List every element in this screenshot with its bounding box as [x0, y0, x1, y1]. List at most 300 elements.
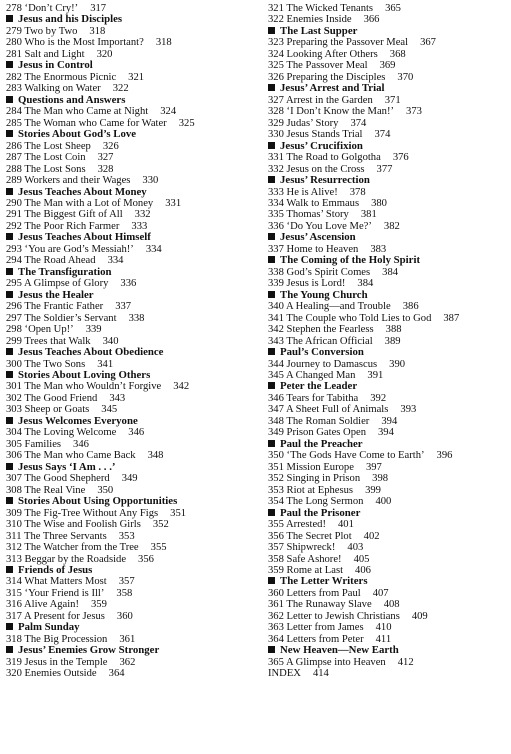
- entry-number: 312: [6, 542, 22, 554]
- entry-title: Journey to Damascus: [286, 358, 378, 370]
- entry-number: 328: [268, 106, 284, 118]
- entry-number: 346: [268, 392, 284, 404]
- contents-column-left: [6, 3, 254, 680]
- entry-page-number: 346: [128, 427, 145, 439]
- entry-title: Home to Heaven: [286, 243, 359, 255]
- entry-title: The Secret Plot: [286, 530, 352, 542]
- square-bullet-icon: [268, 440, 275, 447]
- entry-page-number: 387: [443, 312, 460, 324]
- contents-column-right: [268, 3, 508, 680]
- entry-page-number: 331: [165, 197, 182, 209]
- entry-page-number: 339: [85, 324, 102, 336]
- contents-entry: [268, 95, 508, 106]
- square-bullet-icon: [268, 84, 275, 91]
- entry-title: A Healing—and Trouble: [285, 301, 391, 313]
- entry-page-number: 324: [160, 106, 177, 118]
- entry-number: 332: [268, 163, 284, 175]
- entry-page-number: 361: [119, 633, 136, 645]
- contents-entry: [6, 141, 254, 152]
- entry-title: The Couple who Told Lies to God: [286, 312, 432, 324]
- section-heading-title: The Young Church: [280, 288, 368, 301]
- entry-number: 286: [6, 140, 22, 152]
- entry-number: 351: [268, 461, 284, 473]
- entry-page-number: 365: [385, 3, 401, 14]
- entry-title: Letters from Paul: [286, 587, 361, 599]
- entry-title: The Loving Welcome: [24, 427, 117, 439]
- entry-page-number: 411: [375, 633, 392, 645]
- entry-number: 305: [6, 438, 22, 450]
- contents-entry: [268, 152, 508, 163]
- entry-number: 291: [6, 209, 22, 221]
- entry-number: 324: [268, 48, 284, 60]
- contents-entry: [268, 313, 508, 324]
- section-heading: [6, 496, 254, 507]
- entry-number: 302: [6, 392, 22, 404]
- entry-title: Walk to Emmaus: [286, 197, 360, 209]
- entry-page-number: 366: [363, 14, 380, 26]
- entry-title: INDEX: [268, 668, 301, 680]
- section-heading-title: Stories About Loving Others: [18, 369, 151, 381]
- entry-number: 361: [268, 599, 284, 611]
- entry-number: 354: [268, 496, 284, 508]
- entry-number: 320: [6, 668, 22, 680]
- contents-entry: [6, 599, 254, 610]
- contents-entry: [268, 450, 508, 461]
- square-bullet-icon: [268, 176, 275, 183]
- contents-entry: [268, 588, 508, 599]
- entry-page-number: 370: [397, 71, 414, 83]
- entry-page-number: 383: [370, 243, 387, 255]
- entry-title: The Fig-Tree Without Any Figs: [24, 507, 159, 519]
- section-heading-title: Questions and Answers: [18, 93, 126, 106]
- entry-page-number: 326: [102, 140, 119, 152]
- entry-page-number: 346: [73, 438, 89, 450]
- entry-title: The Poor Rich Farmer: [24, 220, 120, 232]
- entry-number: 336: [268, 220, 284, 232]
- entry-page-number: 355: [150, 542, 167, 554]
- contents-entry: [6, 72, 254, 83]
- entry-title: The Two Sons: [24, 358, 86, 370]
- entry-number: 292: [6, 220, 22, 232]
- contents-entry: [6, 588, 254, 599]
- entry-number: 334: [268, 197, 284, 209]
- square-bullet-icon: [268, 27, 275, 34]
- entry-number: 319: [6, 656, 22, 668]
- entry-title: The Good Friend: [24, 392, 98, 404]
- entry-number: 362: [268, 610, 284, 622]
- section-heading: [6, 95, 254, 106]
- entry-number: 315: [6, 587, 22, 599]
- entry-number: 282: [6, 71, 22, 83]
- entry-page-number: 338: [128, 312, 145, 324]
- entry-page-number: 362: [119, 656, 136, 668]
- entry-page-number: 352: [152, 519, 169, 531]
- section-heading-title: Stories About God’s Love: [18, 128, 137, 141]
- square-bullet-icon: [6, 348, 13, 355]
- entry-page-number: 340: [102, 335, 119, 347]
- square-bullet-icon: [268, 233, 275, 240]
- entry-title: Jesus on the Cross: [286, 163, 365, 175]
- entry-page-number: 322: [112, 83, 129, 95]
- contents-entry: [268, 611, 508, 622]
- entry-number: 293: [6, 243, 22, 255]
- entry-number: 329: [268, 117, 284, 129]
- entry-number: 298: [6, 324, 22, 336]
- entry-title: Arrest in the Garden: [285, 94, 373, 106]
- entry-page-number: 394: [378, 427, 394, 439]
- entry-page-number: 376: [392, 152, 409, 164]
- section-heading: [6, 645, 254, 656]
- entry-page-number: 378: [349, 186, 366, 198]
- entry-number: 344: [268, 358, 284, 370]
- section-heading: [268, 26, 508, 37]
- entry-number: 280: [6, 37, 22, 49]
- entry-number: 355: [268, 519, 284, 531]
- entry-page-number: 351: [170, 507, 187, 519]
- contents-entry: [268, 106, 508, 117]
- contents-entry: [268, 198, 508, 209]
- entry-number: 337: [268, 243, 284, 255]
- section-heading: [268, 232, 508, 243]
- contents-entry: [6, 209, 254, 220]
- entry-number: 281: [6, 48, 22, 60]
- contents-entry: [268, 473, 508, 484]
- section-heading: [6, 290, 254, 301]
- entry-page-number: 380: [371, 197, 387, 209]
- entry-page-number: 320: [96, 48, 113, 60]
- entry-title: Preparing the Disciples: [286, 71, 386, 83]
- entry-page-number: 334: [145, 243, 162, 255]
- entry-title: The Roman Soldier: [286, 415, 370, 427]
- entry-page-number: 360: [116, 610, 133, 622]
- section-heading: [6, 267, 254, 278]
- section-heading: [6, 14, 254, 25]
- entry-title: ‘The Gods Have Come to Earth’: [286, 450, 425, 462]
- entry-title: The Lost Sheep: [24, 140, 91, 152]
- entry-page-number: 405: [353, 553, 370, 565]
- entry-title: Jesus Stands Trial: [286, 129, 363, 141]
- contents-entry: [268, 118, 508, 129]
- entry-page-number: 345: [101, 404, 118, 416]
- entry-page-number: 334: [107, 255, 124, 267]
- entry-title: Jesus in the Temple: [24, 656, 108, 668]
- contents-entry: [268, 599, 508, 610]
- section-heading: [268, 141, 508, 152]
- section-heading-title: Jesus Teaches About Money: [18, 185, 147, 198]
- entry-number: 301: [6, 381, 22, 393]
- entry-number: 335: [268, 209, 284, 221]
- entry-number: 327: [268, 94, 284, 106]
- entry-page-number: 367: [420, 37, 436, 49]
- section-heading-title: Friends of Jesus: [18, 563, 93, 576]
- entry-page-number: 408: [383, 599, 400, 611]
- entry-page-number: 358: [116, 587, 133, 599]
- entry-page-number: 368: [389, 48, 406, 60]
- entry-number: 360: [268, 587, 284, 599]
- entry-number: 339: [268, 278, 284, 290]
- entry-number: 347: [268, 404, 284, 416]
- entry-number: 309: [6, 507, 22, 519]
- entry-title: He is Alive!: [286, 186, 338, 198]
- entry-page-number: 384: [382, 266, 399, 278]
- square-bullet-icon: [6, 497, 13, 504]
- entry-number: 294: [6, 255, 22, 267]
- entry-page-number: 410: [375, 622, 392, 634]
- section-heading: [268, 508, 508, 519]
- section-heading-title: Jesus in Control: [18, 59, 93, 72]
- contents-entry: [6, 381, 254, 392]
- contents-entry: [6, 324, 254, 335]
- entry-number: 363: [268, 622, 284, 634]
- section-heading-title: Jesus the Healer: [18, 288, 94, 301]
- entry-number: 352: [268, 473, 284, 485]
- entry-page-number: 389: [384, 335, 401, 347]
- entry-title: Enemies Outside: [24, 668, 97, 680]
- entry-number: 314: [6, 576, 22, 588]
- section-heading-title: Stories About Using Opportunities: [18, 495, 178, 508]
- entry-page-number: 391: [367, 370, 384, 381]
- section-heading-title: The Coming of the Holy Spirit: [280, 254, 421, 267]
- square-bullet-icon: [6, 417, 13, 424]
- entry-title: What Matters Most: [24, 576, 107, 588]
- contents-entry: [6, 576, 254, 587]
- section-heading: [268, 645, 508, 656]
- entry-page-number: 337: [115, 301, 132, 313]
- entry-page-number: 369: [379, 60, 396, 72]
- section-heading-title: Paul the Prisoner: [280, 506, 361, 519]
- entry-page-number: 414: [312, 668, 329, 680]
- entry-number: 279: [6, 25, 22, 37]
- entry-page-number: 330: [142, 175, 159, 187]
- entry-number: 322: [268, 14, 284, 26]
- contents-entry: [6, 164, 254, 175]
- entry-number: 323: [268, 37, 284, 49]
- entry-page-number: 374: [374, 129, 391, 141]
- entry-title: A Changed Man: [285, 370, 356, 381]
- entry-title: ‘Do You Love Me?’: [286, 220, 372, 232]
- entry-title: The Road to Golgotha: [286, 152, 381, 164]
- contents-entry: [6, 427, 254, 438]
- contents-entry: [6, 313, 254, 324]
- contents-entry: [268, 519, 508, 530]
- entry-page-number: 402: [363, 530, 380, 542]
- contents-entry: [268, 531, 508, 542]
- entry-number: 296: [6, 301, 22, 313]
- entry-number: 317: [6, 610, 22, 622]
- square-bullet-icon: [268, 577, 275, 584]
- entry-number: 340: [268, 301, 284, 313]
- entry-page-number: 349: [121, 473, 138, 485]
- entry-title: Preparing the Passover Meal: [286, 37, 409, 49]
- section-heading-title: Jesus’ Resurrection: [280, 174, 370, 187]
- entry-title: The Man who Came at Night: [24, 106, 149, 118]
- entry-title: The Good Shepherd: [24, 473, 110, 485]
- entry-page-number: 374: [350, 117, 367, 129]
- entry-title: Workers and their Wages: [24, 175, 131, 187]
- section-heading-title: Paul the Preacher: [280, 437, 363, 450]
- section-heading: [6, 129, 254, 140]
- section-heading: [268, 83, 508, 94]
- entry-title: The Long Sermon: [286, 496, 364, 508]
- section-heading-title: Jesus’ Ascension: [280, 231, 356, 244]
- entry-title: ‘Your Friend is Ill’: [24, 587, 105, 599]
- contents-entry: [268, 209, 508, 220]
- section-heading-title: Jesus Teaches About Himself: [18, 231, 151, 244]
- entry-title: Riot at Ephesus: [286, 484, 354, 496]
- entry-number: 359: [268, 564, 284, 576]
- entry-number: 300: [6, 358, 22, 370]
- entry-title: The Three Servants: [23, 530, 107, 542]
- entry-title: Letter to Jewish Christians: [286, 610, 400, 622]
- entry-number: 342: [268, 324, 284, 336]
- section-heading-title: Peter the Leader: [280, 380, 358, 393]
- contents-entry: [268, 301, 508, 312]
- entry-page-number: 325: [178, 117, 195, 129]
- contents-entry: [268, 554, 508, 565]
- entry-number: 321: [268, 3, 284, 14]
- contents-entry: [6, 26, 254, 37]
- entry-title: Alive Again!: [23, 599, 79, 611]
- square-bullet-icon: [6, 371, 13, 378]
- entry-page-number: 317: [90, 3, 107, 14]
- entry-title: The Biggest Gift of All: [24, 209, 123, 221]
- entry-number: 365: [268, 656, 284, 668]
- entry-page-number: 386: [402, 301, 419, 313]
- square-bullet-icon: [268, 256, 275, 263]
- contents-entry: [6, 531, 254, 542]
- entry-number: 284: [6, 106, 22, 118]
- contents-entry: [268, 622, 508, 633]
- entry-title: Tears for Tabitha: [286, 392, 359, 404]
- entry-title: The Big Procession: [24, 633, 108, 645]
- entry-page-number: 399: [365, 484, 381, 496]
- section-heading: [6, 370, 254, 381]
- entry-number: 357: [268, 542, 284, 554]
- entry-title: ‘You are God’s Messiah!’: [24, 243, 134, 255]
- entry-number: 295: [6, 278, 22, 290]
- entry-page-number: 350: [97, 484, 114, 496]
- section-heading: [268, 347, 508, 358]
- contents-entry: [6, 508, 254, 519]
- contents-entry: [268, 657, 508, 668]
- entry-page-number: 403: [347, 542, 364, 554]
- entry-title: The Lost Sons: [24, 163, 86, 175]
- contents-entry: [268, 404, 508, 415]
- contents-entry: [6, 668, 254, 679]
- contents-entry: [268, 37, 508, 48]
- entry-title: A Sheet Full of Animals: [285, 404, 389, 416]
- contents-entry: [268, 187, 508, 198]
- section-heading-title: Jesus’ Arrest and Trial: [280, 82, 385, 95]
- entry-page-number: 382: [383, 220, 400, 232]
- entry-number: 343: [268, 335, 284, 347]
- contents-entry: [268, 485, 508, 496]
- entry-title: The Wicked Tenants: [286, 3, 374, 14]
- entry-page-number: 393: [400, 404, 417, 416]
- entry-title: The Man with a Lot of Money: [24, 197, 154, 209]
- entry-number: 307: [6, 473, 22, 485]
- entry-title: ‘Don’t Cry!’: [24, 3, 79, 14]
- entry-title: Families: [24, 438, 62, 450]
- entry-number: 318: [6, 633, 22, 645]
- entry-page-number: 327: [97, 152, 114, 164]
- entry-page-number: 342: [173, 381, 190, 393]
- entry-title: Mission Europe: [286, 461, 354, 473]
- contents-entry: [268, 542, 508, 553]
- entry-title: The Runaway Slave: [286, 599, 372, 611]
- entry-number: 285: [6, 117, 22, 129]
- section-heading-title: Paul’s Conversion: [280, 346, 364, 359]
- entry-number: 316: [6, 599, 22, 611]
- entry-number: 358: [268, 553, 284, 565]
- entry-number: 304: [6, 427, 22, 439]
- contents-entry: [6, 542, 254, 553]
- contents-entry: [6, 657, 254, 668]
- entry-title: The Woman who Came for Water: [24, 117, 167, 129]
- entry-number: 325: [268, 60, 284, 72]
- entry-title: Beggar by the Roadside: [24, 553, 127, 565]
- entry-number: 278: [6, 3, 22, 14]
- entry-title: Two by Two: [24, 25, 78, 37]
- contents-entry: [268, 3, 508, 14]
- entry-number: 349: [268, 427, 284, 439]
- entry-page-number: 381: [360, 209, 377, 221]
- contents-entry: [268, 324, 508, 335]
- square-bullet-icon: [6, 130, 13, 137]
- contents-entry: [6, 37, 254, 48]
- entry-title: A Present for Jesus: [23, 610, 105, 622]
- entry-number: 288: [6, 163, 22, 175]
- entry-title: Trees that Walk: [24, 335, 91, 347]
- entry-title: Stephen the Fearless: [286, 324, 374, 336]
- entry-title: The African Official: [286, 335, 373, 347]
- square-bullet-icon: [6, 15, 13, 22]
- entry-page-number: 392: [370, 392, 387, 404]
- entry-number: 341: [268, 312, 284, 324]
- square-bullet-icon: [268, 646, 275, 653]
- entry-page-number: 343: [109, 392, 126, 404]
- entry-number: 326: [268, 71, 284, 83]
- entry-title: The Enormous Picnic: [24, 71, 117, 83]
- entry-page-number: 401: [337, 519, 354, 531]
- entry-title: ‘Open Up!’: [24, 324, 74, 336]
- section-heading-title: Jesus’ Crucifixion: [280, 139, 363, 152]
- entry-number: 364: [268, 633, 284, 645]
- entry-title: Thomas’ Story: [286, 209, 349, 221]
- entry-page-number: 356: [138, 553, 154, 565]
- square-bullet-icon: [6, 268, 13, 275]
- section-heading-title: Jesus and his Disciples: [18, 13, 123, 26]
- entry-number: 299: [6, 335, 22, 347]
- section-heading: [268, 290, 508, 301]
- entry-number: 283: [6, 83, 22, 95]
- section-heading: [6, 187, 254, 198]
- entry-page-number: 371: [384, 94, 401, 106]
- entry-title: Arrested!: [285, 519, 326, 531]
- entry-number: 310: [6, 519, 22, 531]
- entry-title: The Man who Came Back: [24, 450, 136, 462]
- section-heading: [6, 565, 254, 576]
- entry-title: Looking After Others: [286, 48, 378, 60]
- contents-entry: [268, 60, 508, 71]
- entry-number: 356: [268, 530, 284, 542]
- contents-entry: [268, 393, 508, 404]
- entry-number: 303: [6, 404, 22, 416]
- section-heading: [268, 255, 508, 266]
- square-bullet-icon: [6, 623, 13, 630]
- entry-number: 287: [6, 152, 22, 164]
- entry-page-number: 397: [365, 461, 382, 473]
